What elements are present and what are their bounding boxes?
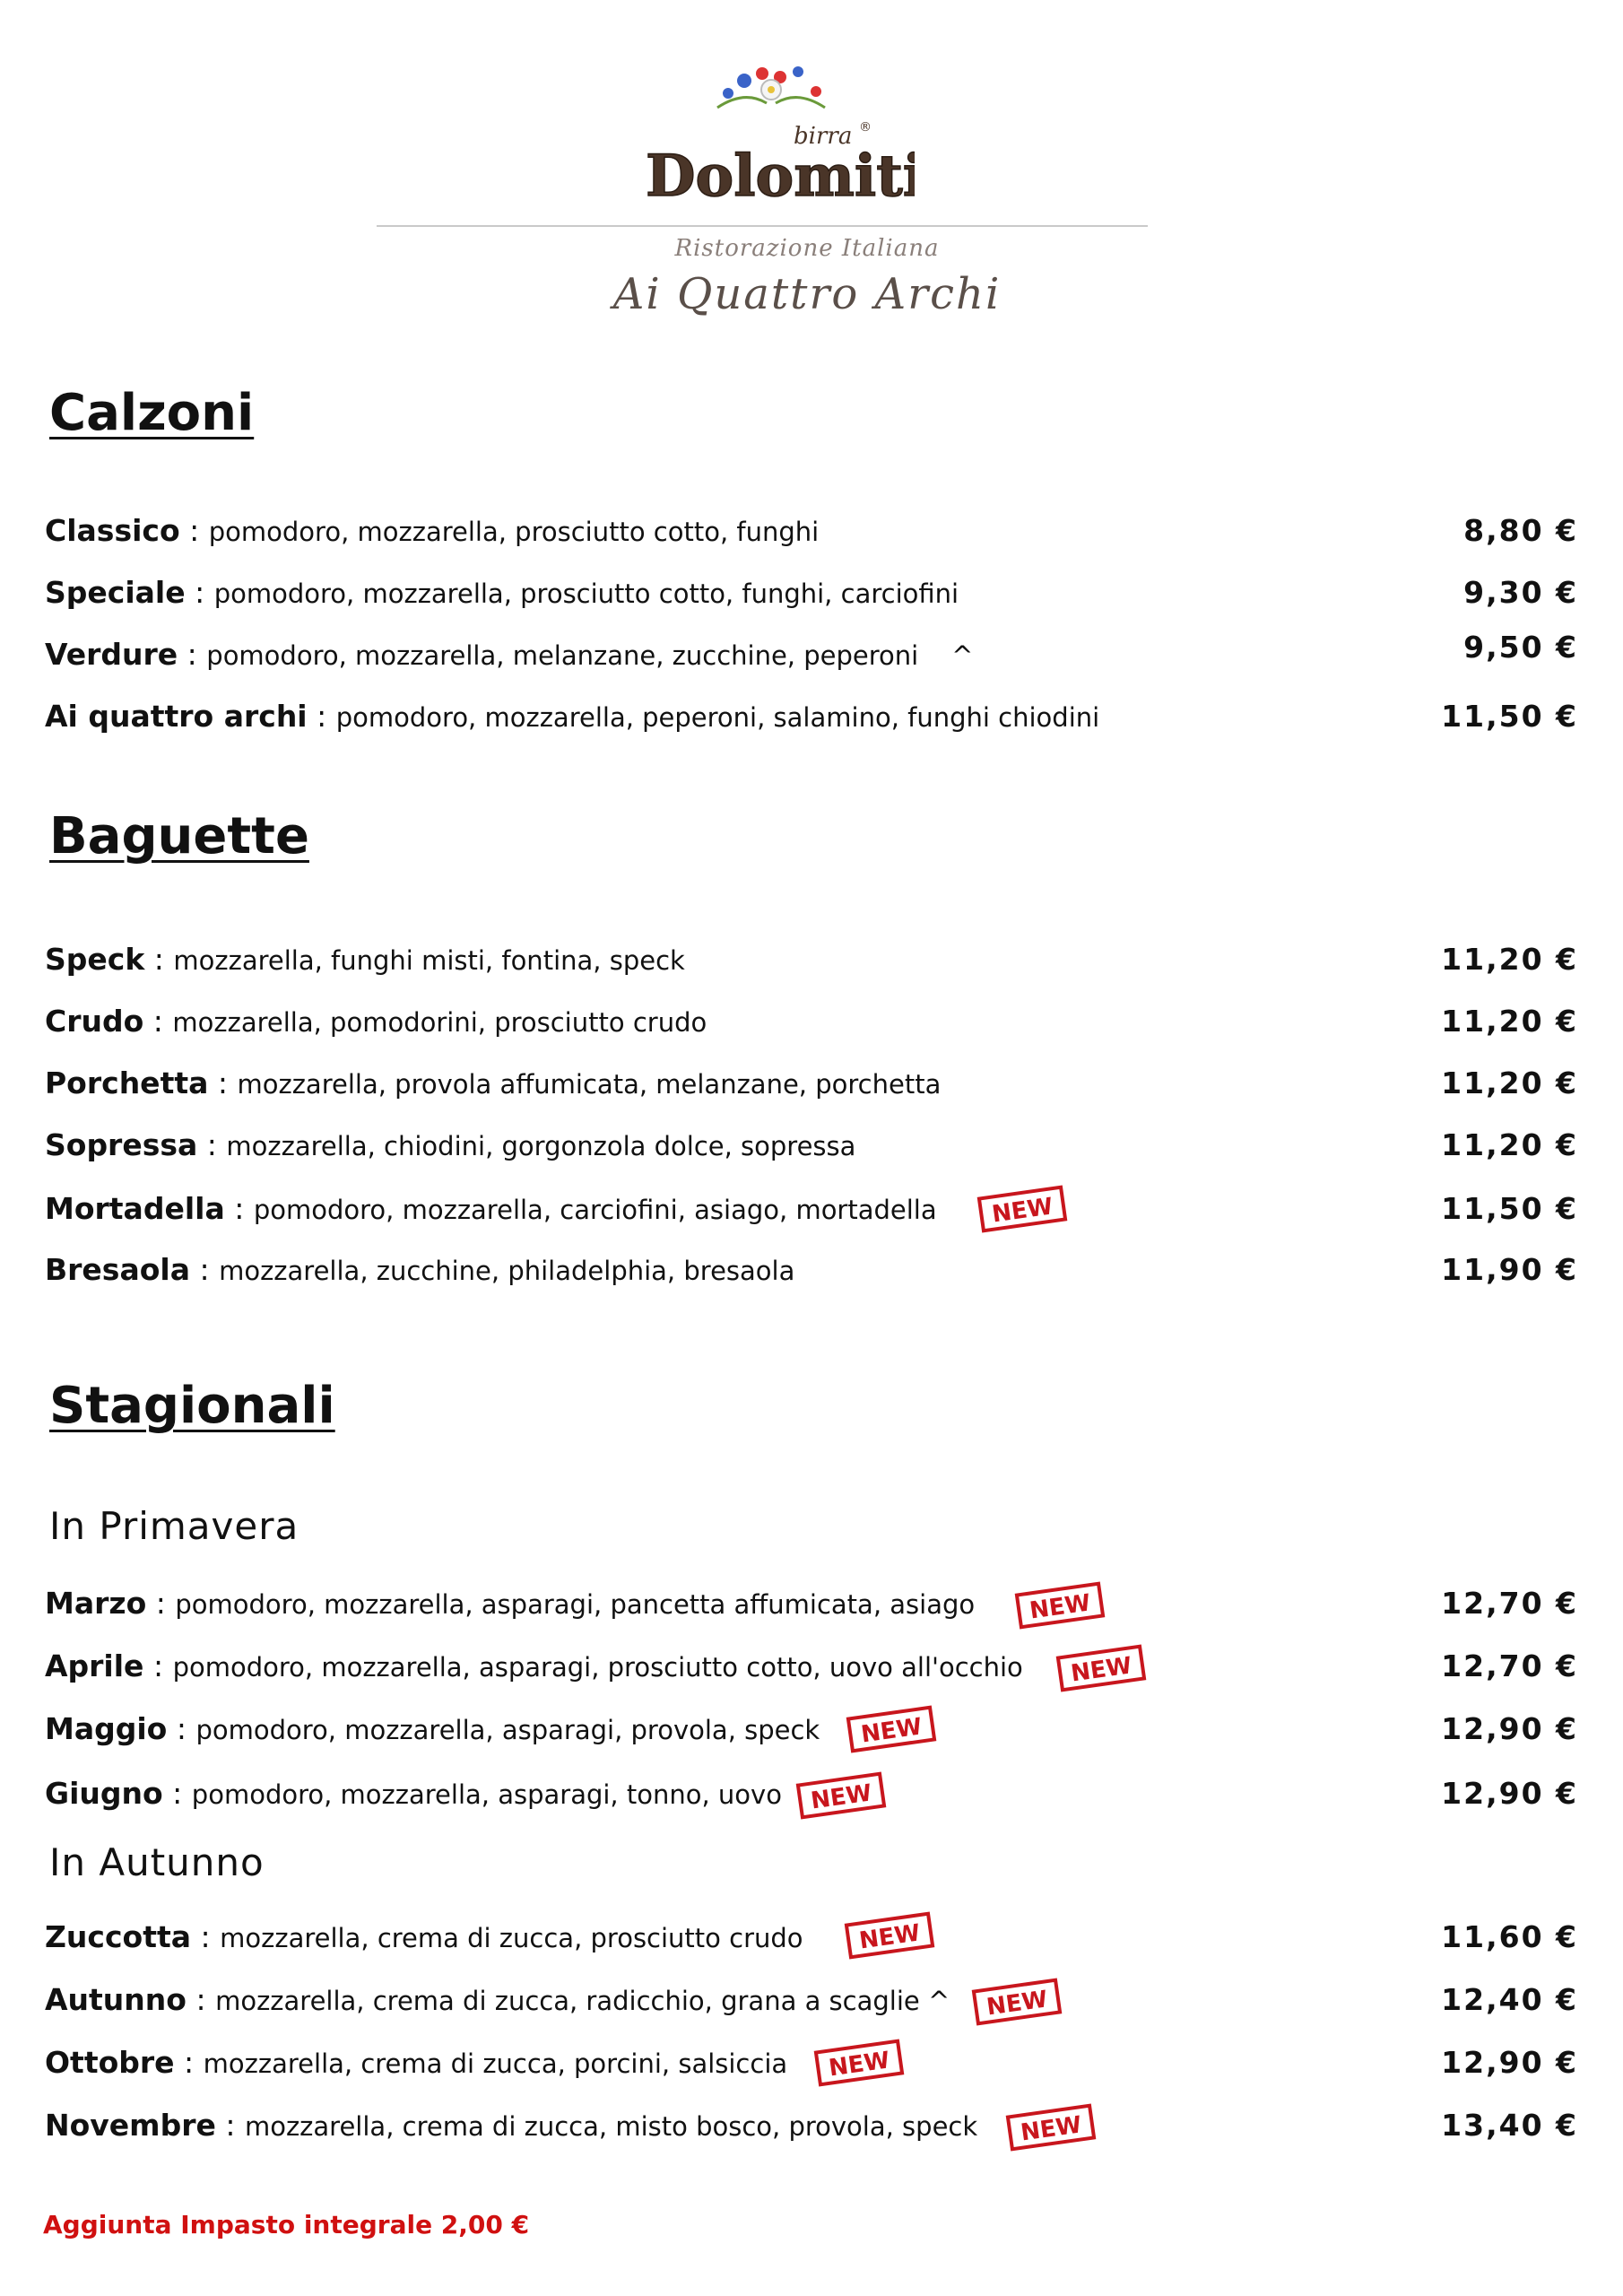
restaurant-subtitle: Ristorazione Italiana: [674, 235, 940, 262]
menu-item: Aprile : pomodoro, mozzarella, asparagi, prosciutto cotto, uovo all'occhio 12,70 €: [45, 1648, 1578, 1683]
svg-text:Dolomiti: Dolomiti: [646, 143, 915, 210]
menu-item: Speck : mozzarella, funghi misti, fontina, speck 11,20 €: [45, 942, 1578, 977]
header-divider: [377, 225, 1148, 227]
item-price: 13,40 €: [1441, 2108, 1578, 2143]
new-badge: [843, 1910, 936, 1961]
flower-decoration-icon: [717, 66, 825, 108]
item-price: 11,90 €: [1441, 1252, 1578, 1287]
svg-text:NEW: NEW: [990, 1193, 1055, 1229]
menu-item: Novembre : mozzarella, crema di zucca, misto bosco, provola, speck 13,40 €: [45, 2108, 1578, 2143]
subsection-title-primavera: In Primavera: [49, 1504, 299, 1548]
footer-note: Aggiunta Impasto integrale 2,00 €: [43, 2210, 530, 2239]
item-price: 12,90 €: [1441, 1711, 1578, 1746]
menu-item: Giugno : pomodoro, mozzarella, asparagi, tonno, uovo 12,90 €: [45, 1776, 1578, 1811]
item-price: 12,70 €: [1441, 1648, 1578, 1683]
new-badge: [794, 1770, 888, 1821]
menu-item: Ai quattro archi : pomodoro, mozzarella, peperoni, salamino, funghi chiodini 11,50 €: [45, 699, 1578, 734]
svg-text:NEW: NEW: [809, 1779, 874, 1815]
menu-item: Classico : pomodoro, mozzarella, prosciutto cotto, funghi 8,80 €: [45, 513, 1578, 548]
item-price: 11,20 €: [1441, 1127, 1578, 1162]
svg-text:NEW: NEW: [1019, 2111, 1084, 2147]
svg-text:NEW: NEW: [859, 1713, 924, 1749]
menu-item: Ottobre : mozzarella, crema di zucca, porcini, salsiccia 12,90 €: [45, 2045, 1578, 2080]
menu-item: Sopressa : mozzarella, chiodini, gorgonzola dolce, sopressa 11,20 €: [45, 1127, 1578, 1162]
subsection-title-autunno: In Autunno: [49, 1840, 265, 1884]
menu-item: Bresaola : mozzarella, zucchine, philadelphia, bresaola 11,90 €: [45, 1252, 1578, 1287]
menu-item: Mortadella : pomodoro, mozzarella, carciofini, asiago, mortadella 11,50 €: [45, 1191, 1578, 1226]
new-badge: [1055, 1643, 1148, 1693]
new-badge: [970, 1977, 1063, 2027]
section-title-stagionali: Stagionali: [49, 1377, 335, 1435]
menu-item: Autunno : mozzarella, crema di zucca, radicchio, grana a scaglie ^ 12,40 €: [45, 1982, 1578, 2017]
svg-text:NEW: NEW: [1069, 1652, 1134, 1688]
item-price: 11,20 €: [1441, 942, 1578, 977]
item-price: 11,20 €: [1441, 1004, 1578, 1039]
item-price: 11,60 €: [1441, 1919, 1578, 1954]
menu-item: Speciale : pomodoro, mozzarella, prosciutto cotto, funghi, carciofini 9,30 €: [45, 575, 1578, 610]
item-price: 9,50 €: [1463, 630, 1578, 665]
menu-item: Marzo : pomodoro, mozzarella, asparagi, pancetta affumicata, asiago 12,70 €: [45, 1586, 1578, 1621]
new-badge: [845, 1704, 938, 1754]
svg-text:NEW: NEW: [1028, 1589, 1093, 1625]
menu-item: Verdure : pomodoro, mozzarella, melanzane, zucchine, peperoni ^ 9,50 €: [45, 630, 1578, 672]
item-price: 11,50 €: [1441, 699, 1578, 734]
item-price: 11,50 €: [1441, 1191, 1578, 1226]
item-price: 12,70 €: [1441, 1586, 1578, 1621]
svg-text:NEW: NEW: [985, 1986, 1050, 2022]
new-badge: [812, 2038, 906, 2088]
item-price: 9,30 €: [1463, 575, 1578, 610]
new-badge: [976, 1184, 1069, 1234]
item-price: 12,40 €: [1441, 1982, 1578, 2017]
menu-item: Porchetta : mozzarella, provola affumicata, melanzane, porchetta 11,20 €: [45, 1065, 1578, 1100]
menu-item: Crudo : mozzarella, pomodorini, prosciutto crudo 11,20 €: [45, 1004, 1578, 1039]
svg-text:NEW: NEW: [827, 2047, 892, 2083]
menu-item: Maggio : pomodoro, mozzarella, asparagi, provola, speck 12,90 €: [45, 1711, 1578, 1746]
svg-text:®: ®: [859, 120, 872, 135]
restaurant-name: Ai Quattro Archi: [612, 269, 1002, 319]
menu-item: Zuccotta : mozzarella, crema di zucca, prosciutto crudo 11,60 €: [45, 1919, 1578, 1954]
section-title-calzoni: Calzoni: [49, 384, 255, 442]
section-title-baguette: Baguette: [49, 807, 309, 865]
item-price: 8,80 €: [1463, 513, 1578, 548]
brand-logo: [628, 54, 915, 233]
item-price: 11,20 €: [1441, 1065, 1578, 1100]
new-badge: [1004, 2102, 1098, 2152]
svg-text:birra: birra: [794, 123, 853, 150]
new-badge: [1013, 1580, 1107, 1631]
item-price: 12,90 €: [1441, 2045, 1578, 2080]
item-price: 12,90 €: [1441, 1776, 1578, 1811]
svg-text:NEW: NEW: [857, 1919, 923, 1955]
